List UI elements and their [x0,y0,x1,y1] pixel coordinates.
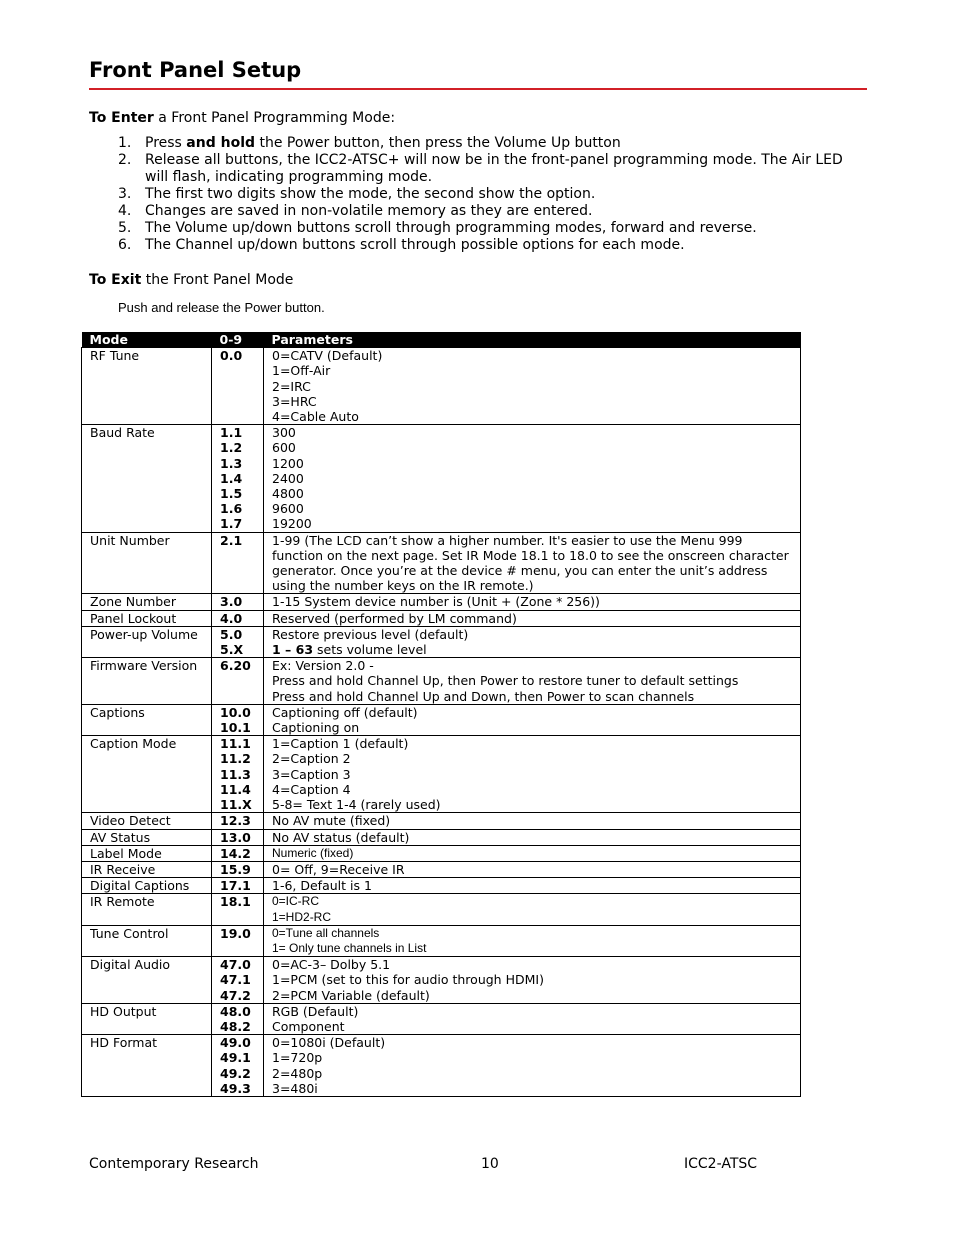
cell-parameters [264,610,801,626]
parameter-line: 5-8= Text 1-4 (rarely used) [272,797,441,813]
cell-code [212,894,264,925]
parameter-line: 0=Tune all channels [272,925,380,940]
code-value: 0.0 [220,348,243,364]
parameter-line: 1=720p [272,1050,323,1066]
cell-parameters [264,845,801,861]
parameter-line: Ex: Version 2.0 - [272,658,374,674]
table-row [82,894,801,925]
code-value: 11.2 [220,751,251,767]
code-value: 10.1 [220,720,251,736]
cell-parameters [264,704,801,735]
parameter-line: 1=Off-Air [272,363,331,379]
code-value: 2.1 [220,532,243,548]
parameter-line: 19200 [272,516,312,532]
parameter-line: 2400 [272,470,304,486]
parameter-line: Restore previous level (default) [272,626,469,642]
list-item [118,186,863,203]
code-value: 1.4 [220,470,243,486]
code-value: 17.1 [220,878,251,894]
code-value: 12.3 [220,813,251,829]
cell-parameters [264,1003,801,1034]
step-text [145,203,863,220]
parameter-line: 2=Caption 2 [272,751,351,767]
cell-code [212,594,264,610]
code-value: 49.2 [220,1065,251,1081]
cell-mode: Video Detect [82,813,212,829]
table-row [82,626,801,657]
parameter-line: 1= Only tune channels in List [272,940,427,955]
parameter-line: 2=480p [272,1065,323,1081]
table-row [82,425,801,532]
cell-code [212,957,264,1004]
exit-instruction [89,272,293,288]
code-value: 1.7 [220,516,243,532]
cell-code [212,425,264,532]
code-value: 6.20 [220,658,251,674]
cell-mode: Unit Number [82,532,212,594]
exit-text: the Front Panel Mode [141,272,294,288]
step-number: 3. [118,186,132,202]
parameter-line: Captioning off (default) [272,704,418,720]
code-value: 10.0 [220,704,251,720]
table-row [82,704,801,735]
step-text-part: Press [145,135,187,151]
parameter-line: RGB (Default) [272,1003,359,1019]
exit-step: Push and release the Power button. [118,300,325,315]
cell-parameters [264,861,801,877]
cell-code [212,925,264,956]
cell-parameters [264,878,801,894]
parameter-line: 1=PCM (set to this for audio through HDMI) [272,972,544,988]
cell-parameters [264,829,801,845]
parameter-line: 600 [272,440,296,456]
parameter-line: 0=CATV (Default) [272,348,383,364]
step-number: 2. [118,152,132,168]
step-text [145,220,863,237]
table-row [82,925,801,956]
footer-company: Contemporary Research [89,1156,259,1172]
table-row [82,532,801,594]
header-code: 0-9 [212,332,264,348]
step-text [145,152,863,186]
code-value: 47.1 [220,972,251,988]
cell-mode: Tune Control [82,925,212,956]
step-text-part: Release all buttons, the ICC2-ATSC+ will now be in the front-panel programming mode. The Air LED will flash, indicating programming mode. [145,152,843,185]
list-item [118,237,863,254]
step-number: 4. [118,203,132,219]
parameter-line: 0=AC-3– Dolby 5.1 [272,957,391,973]
cell-code [212,845,264,861]
code-value: 1.2 [220,440,243,456]
cell-parameters [264,626,801,657]
parameter-line: Numeric (fixed) [272,845,354,860]
page-title: Front Panel Setup [89,58,302,82]
cell-parameters [264,425,801,532]
list-item [118,135,863,152]
cell-mode: Firmware Version [82,658,212,705]
parameter-line: Press and hold Channel Up, then Power to restore tuner to default settings [272,673,739,689]
parameter-line: 4=Caption 4 [272,781,351,797]
enter-label: To Enter [89,110,154,126]
cell-code [212,829,264,845]
step-number: 6. [118,237,132,253]
step-text [145,237,863,254]
parameter-line: No AV status (default) [272,829,410,845]
code-value: 1.6 [220,501,243,517]
parameter-line: 1200 [272,455,304,471]
step-text-part: Changes are saved in non-volatile memory as they are entered. [145,203,593,219]
parameter-line: 4800 [272,486,304,502]
parameter-line: 1=HD2-RC [272,909,332,924]
cell-mode: Caption Mode [82,736,212,813]
cell-code [212,736,264,813]
table-row [82,736,801,813]
parameter-line: 2=IRC [272,378,311,394]
step-text-part: The Channel up/down buttons scroll through possible options for each mode. [145,237,685,253]
table-row [82,658,801,705]
parameter-line: 3=480i [272,1080,318,1096]
cell-code [212,532,264,594]
footer-product: ICC2-ATSC [684,1156,758,1172]
cell-parameters [264,957,801,1004]
table-row [82,813,801,829]
code-value: 11.4 [220,781,251,797]
cell-mode: Digital Audio [82,957,212,1004]
cell-mode: IR Remote [82,894,212,925]
cell-code [212,348,264,425]
step-text-part: The first two digits show the mode, the second show the option. [145,186,596,202]
code-value: 5.0 [220,626,243,642]
parameter-line: 4=Cable Auto [272,409,359,425]
step-text-part: the Power button, then press the Volume Up button [255,135,621,151]
cell-mode: AV Status [82,829,212,845]
table-row [82,845,801,861]
cell-code [212,861,264,877]
code-value: 1.5 [220,486,243,502]
cell-parameters [264,813,801,829]
cell-parameters [264,925,801,956]
parameter-bold: 1 – 63 [272,642,314,658]
front-panel-modes-table [81,332,801,1097]
cell-parameters [264,1035,801,1097]
table-row [82,594,801,610]
parameter-line: 1-99 (The LCD can’t show a higher number. It's easier to use the Menu 999 function on the next page. Set IR Mode 18.1 to 18.0 to see the onscreen character generator. Once you’re at the device # menu, you can enter the unit’s address using the number keys on the IR remote.) [272,532,789,594]
cell-mode: Panel Lockout [82,610,212,626]
header-mode: Mode [82,332,212,348]
enter-instruction [89,110,395,126]
enter-steps-list [118,135,863,254]
step-text-bold: and hold [186,135,256,151]
code-value: 48.0 [220,1003,251,1019]
parameter-line: Press and hold Channel Up and Down, then Power to scan channels [272,688,695,704]
parameter-line: 0=IC-RC [272,894,320,909]
code-value: 49.1 [220,1050,251,1066]
title-underline [89,88,867,90]
code-value: 1.3 [220,455,243,471]
list-item [118,203,863,220]
code-value: 1.1 [220,425,243,441]
cell-mode: IR Receive [82,861,212,877]
cell-code [212,1003,264,1034]
table-row [82,348,801,425]
cell-parameters [264,348,801,425]
cell-mode: HD Format [82,1035,212,1097]
list-item [118,220,863,237]
parameter-line: 3=HRC [272,393,317,409]
parameter-line: 9600 [272,501,304,517]
cell-parameters [264,594,801,610]
cell-mode: Baud Rate [82,425,212,532]
table-header-row [82,332,801,348]
code-value: 48.2 [220,1018,251,1034]
header-parameters: Parameters [264,332,801,348]
parameter-line: 0= Off, 9=Receive IR [272,861,405,877]
code-value: 47.0 [220,957,251,973]
cell-parameters [264,658,801,705]
footer-page-number: 10 [481,1156,499,1172]
parameter-line: Reserved (performed by LM command) [272,610,517,626]
parameter-line: 1=Caption 1 (default) [272,736,409,752]
cell-parameters [264,894,801,925]
step-text [145,135,863,152]
cell-parameters [264,736,801,813]
code-value: 18.1 [220,894,251,910]
step-number: 5. [118,220,132,236]
code-value: 47.2 [220,987,251,1003]
table-row [82,878,801,894]
parameter-line: 0=1080i (Default) [272,1035,386,1051]
parameter-line: 3=Caption 3 [272,766,351,782]
step-number: 1. [118,135,132,151]
table-row [82,829,801,845]
parameter-line: 2=PCM Variable (default) [272,987,430,1003]
code-value: 13.0 [220,829,251,845]
step-text-part: The Volume up/down buttons scroll through programming modes, forward and reverse. [145,220,757,236]
cell-mode: Zone Number [82,594,212,610]
code-value: 11.3 [220,766,251,782]
cell-mode: Captions [82,704,212,735]
cell-code [212,626,264,657]
table-row [82,1035,801,1097]
parameter-line [272,642,792,657]
table-row [82,957,801,1004]
code-value: 15.9 [220,861,251,877]
cell-code [212,610,264,626]
code-value: 49.0 [220,1035,251,1051]
cell-code [212,813,264,829]
cell-code [212,658,264,705]
cell-parameters [264,532,801,594]
parameter-line: Captioning on [272,720,360,736]
parameter-line: 1-6, Default is 1 [272,878,372,894]
table-row [82,1003,801,1034]
cell-code [212,1035,264,1097]
parameter-text: sets volume level [313,642,427,658]
cell-mode: Label Mode [82,845,212,861]
parameter-line: 1-15 System device number is (Unit + (Zone * 256)) [272,594,600,610]
code-value: 5.X [220,642,244,658]
cell-mode: Power-up Volume [82,626,212,657]
cell-mode: HD Output [82,1003,212,1034]
code-value: 19.0 [220,925,251,941]
cell-code [212,704,264,735]
cell-mode: RF Tune [82,348,212,425]
parameter-line: Component [272,1018,345,1034]
code-value: 14.2 [220,845,251,861]
step-text [145,186,863,203]
list-item [118,152,863,186]
cell-mode: Digital Captions [82,878,212,894]
code-value: 11.1 [220,736,251,752]
table-row [82,610,801,626]
enter-text: a Front Panel Programming Mode: [153,110,396,126]
parameter-line: No AV mute (fixed) [272,813,391,829]
code-value: 11.X [220,797,252,813]
parameter-line: 300 [272,425,296,441]
table-row [82,861,801,877]
code-value: 49.3 [220,1080,251,1096]
cell-code [212,878,264,894]
code-value: 4.0 [220,610,243,626]
exit-label: To Exit [89,272,142,288]
code-value: 3.0 [220,594,243,610]
